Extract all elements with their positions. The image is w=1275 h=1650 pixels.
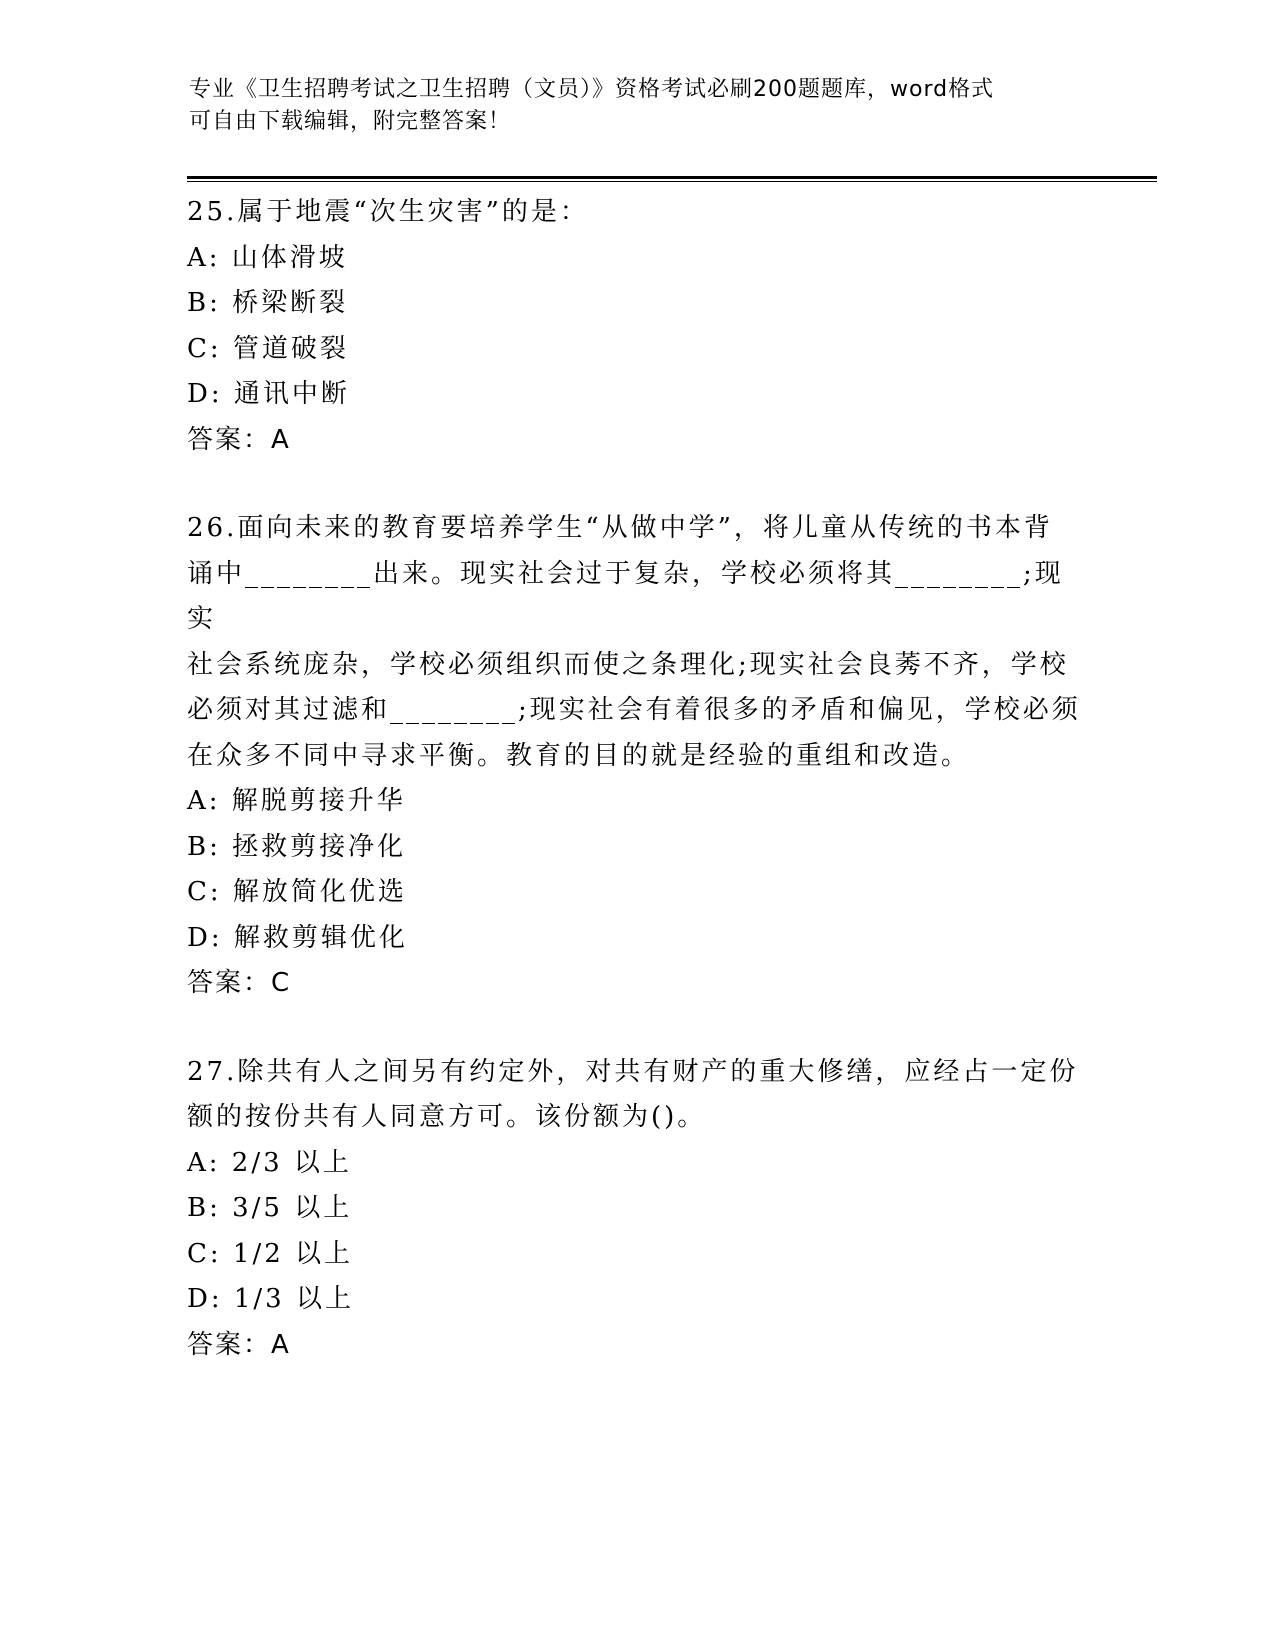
question-text-line: 在众多不同中寻求平衡。教育的目的就是经验的重组和改造。 (187, 740, 971, 771)
header-divider-thin (187, 181, 1157, 182)
answer-label: 答案：C (187, 968, 292, 998)
header-line-2: 可自由下载编辑，附完整答案！ (189, 109, 512, 134)
option-c: C: 1/2 以上 (187, 1238, 354, 1269)
header-divider-thick (187, 176, 1157, 179)
question-text-line: 必须对其过滤和________;现实社会有着很多的矛盾和偏见，学校必须 (187, 695, 1081, 725)
question-text-line: 25.属于地震“次生灾害”的是： (187, 197, 589, 227)
option-a: A: 山体滑坡 (187, 242, 348, 273)
question-text-line: 社会系统庞杂，学校必须组织而使之条理化;现实社会良莠不齐，学校 (187, 649, 1069, 680)
option-c: C: 解放简化优选 (187, 877, 407, 907)
question-list (187, 190, 1087, 1411)
question-26 (187, 506, 1087, 1007)
option-d: D: 1/3 以上 (187, 1284, 354, 1314)
option-c: C: 管道破裂 (187, 333, 349, 364)
question-27 (187, 1050, 1087, 1369)
answer-label: 答案：A (187, 424, 291, 455)
question-25 (187, 190, 1087, 463)
question-text-line: 27.除共有人之间另有约定外，对共有财产的重大修缮，应经占一定份 (187, 1056, 1079, 1087)
option-a: A: 2/3 以上 (187, 1147, 352, 1178)
option-b: B: 桥梁断裂 (187, 288, 349, 318)
option-d: D: 通讯中断 (187, 379, 350, 409)
question-text-line: 诵中________出来。现实社会过于复杂，学校必须将其________;现实 (187, 558, 1064, 634)
option-b: B: 3/5 以上 (187, 1193, 353, 1223)
question-text-line: 额的按份共有人同意方可。该份额为()。 (187, 1102, 707, 1132)
option-a: A: 解脱剪接升华 (187, 786, 406, 816)
answer-label: 答案：A (187, 1329, 291, 1360)
option-d: D: 解救剪辑优化 (187, 922, 408, 953)
question-text-line: 26.面向未来的教育要培养学生“从做中学”，将儿童从传统的书本背 (187, 513, 1053, 543)
option-b: B: 拯救剪接净化 (187, 831, 407, 862)
document-header (189, 74, 1069, 138)
header-line-1: 专业《卫生招聘考试之卫生招聘（文员）》资格考试必刷200题题库，word格式 (189, 77, 995, 102)
